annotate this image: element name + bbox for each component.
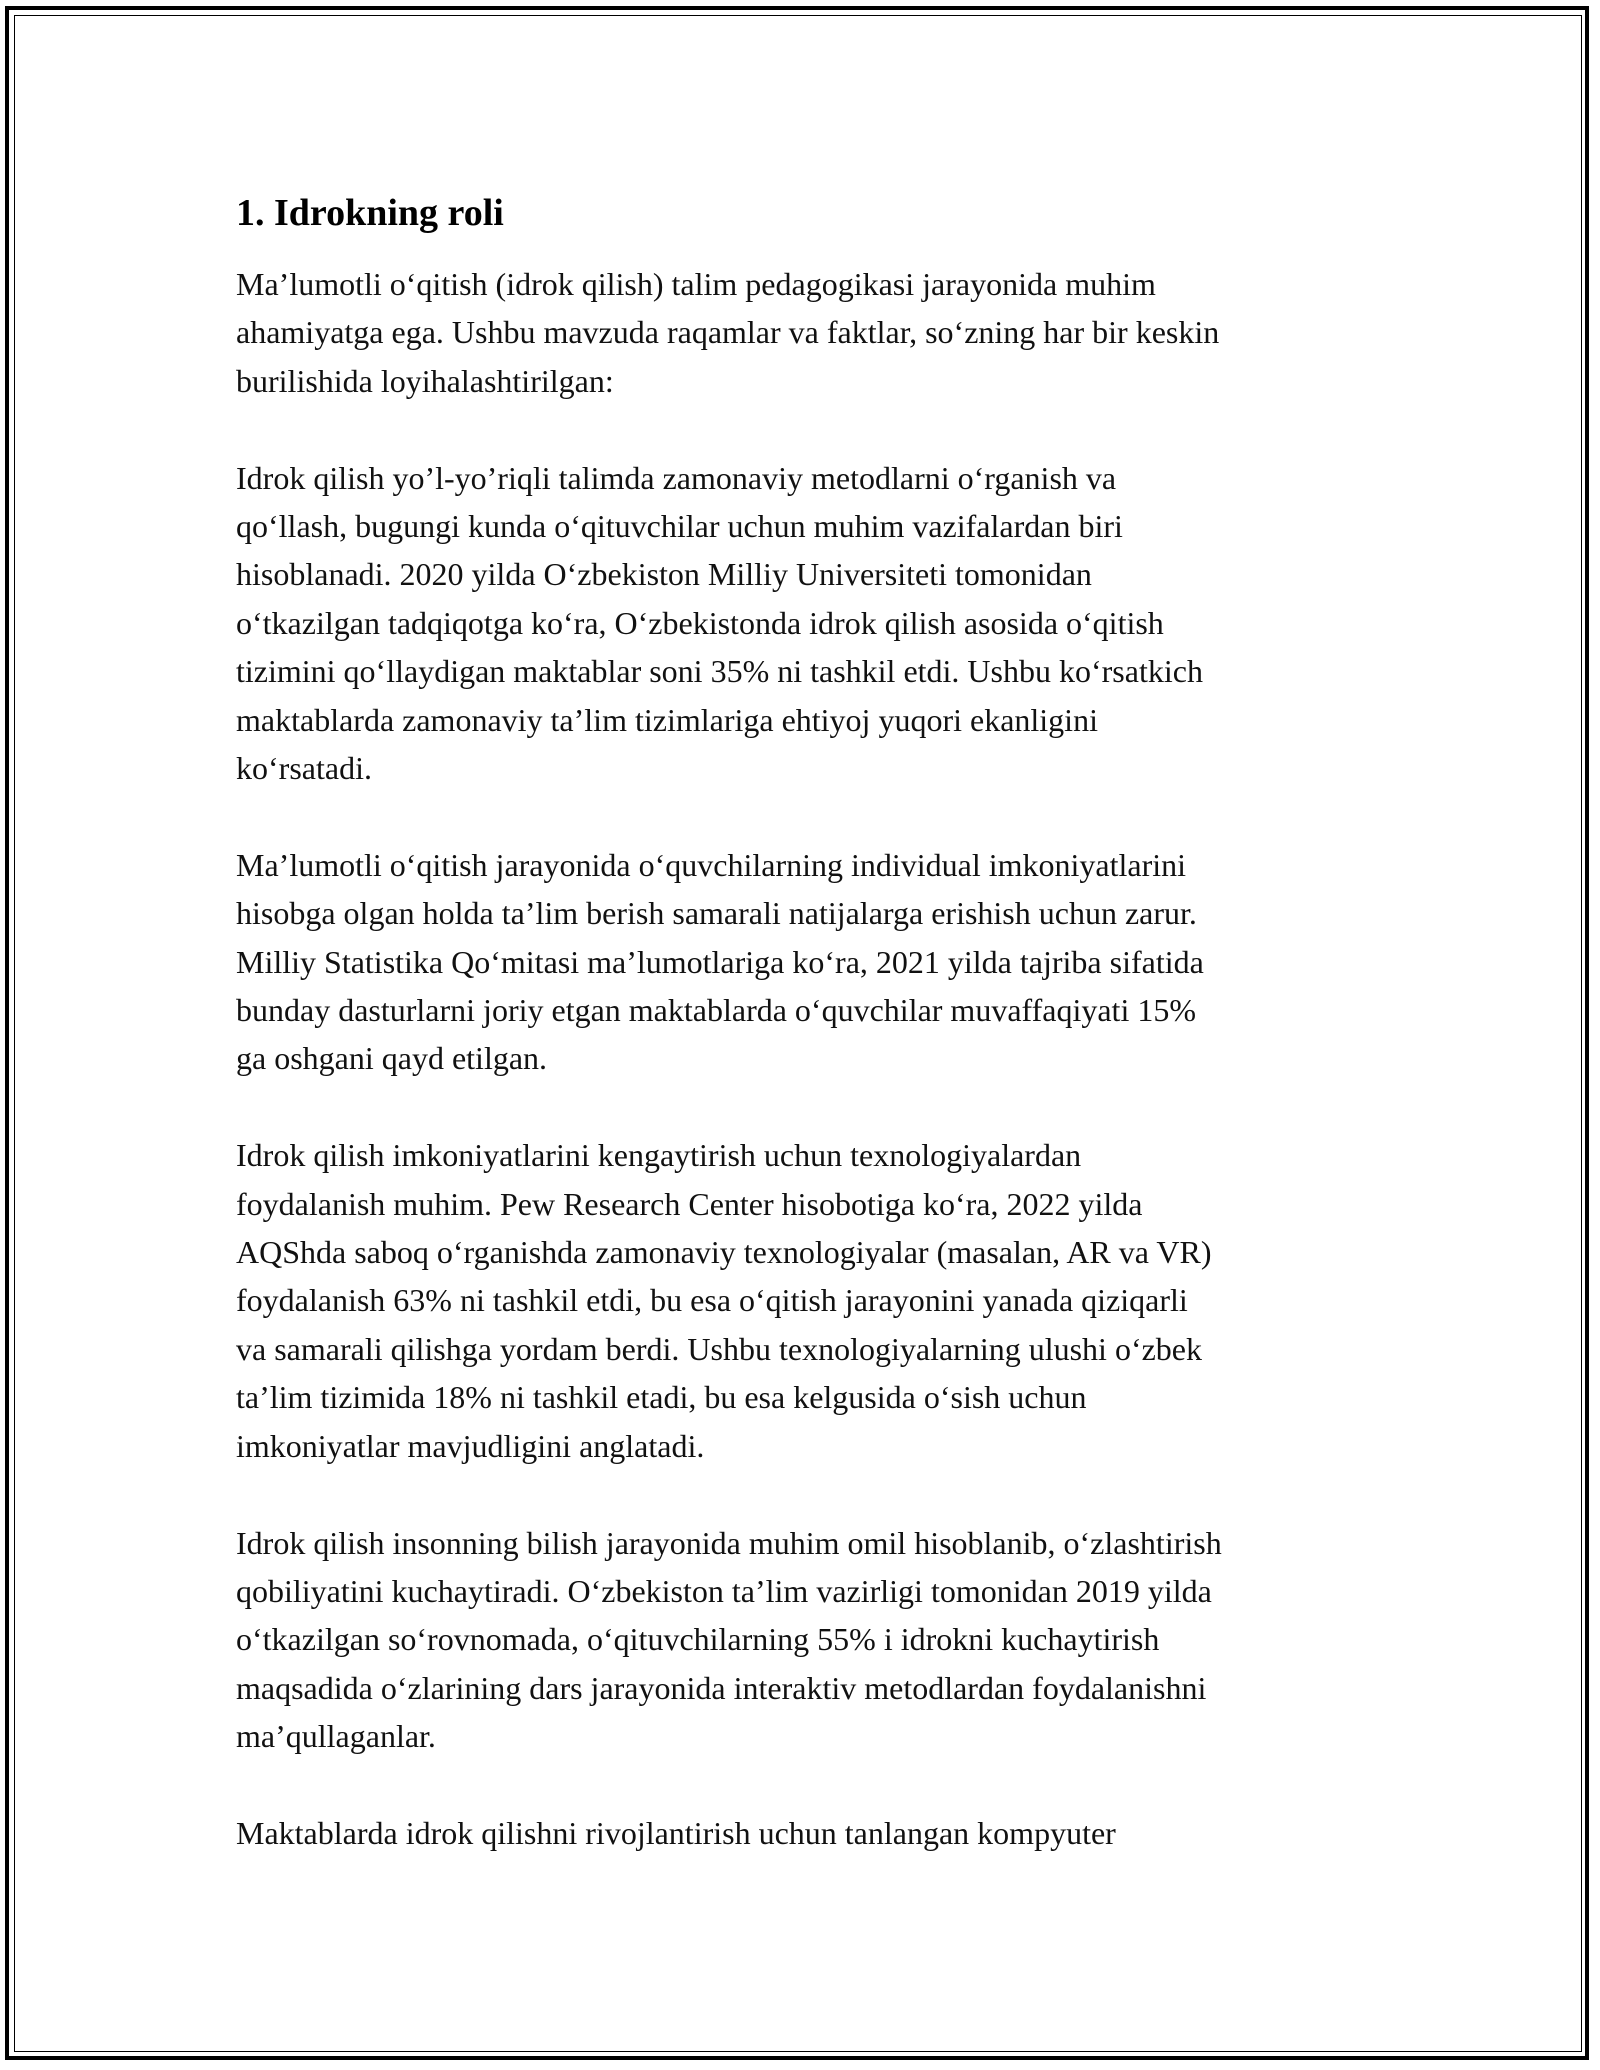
paragraph-intro: Ma’lumotli o‘qitish (idrok qilish) talim pedagogikasi jarayonida muhim ahamiyatga ega. Ushbu mavzuda raqamlar va faktlar, so‘zning har bir keskin burilishida loyihalashtirilgan:: [236, 266, 1220, 399]
paragraph-computer: Maktablarda idrok qilishni rivojlantirish uchun tanlangan kompyuter: [236, 1814, 1116, 1851]
paragraph-methods: Idrok qilish yo’l-yo’riqli talimda zamonaviy metodlarni o‘rganish va qo‘llash, bugungi kunda o‘qituvchilar uchun muhim vazifalardan biri hisoblanadi. 2020 yilda O‘zbekiston Milliy Universiteti tomonidan o‘tkazilgan tadqiqotga ko‘ra, O‘zbekistonda idrok qilish asosida o‘qitish tizimini qo‘llaydigan maktablar soni 35% ni tashkil etdi. Ushbu ko‘rsatkich maktablarda zamonaviy ta’lim tizimlariga ehtiyoj yuqori ekanligini ko‘rsatadi.: [236, 459, 1203, 787]
paragraph-technology: Idrok qilish imkoniyatlarini kengaytirish uchun texnologiyalardan foydalanish muhim. Pew Research Center hisobotiga ko‘ra, 2022 yilda AQShda saboq o‘rganishda zamonaviy texnologiyalar (masalan, AR va VR) foydalanish 63% ni tashkil etdi, bu esa o‘qitish jarayonini yanada qiziqarli va samarali qilishga yordam berdi. Ushbu texnologiyalarning ulushi o‘zbek ta’lim tizimida 18% ni tashkil etadi, bu esa kelgusida o‘sish uchun imkoniyatlar mavjudligini anglatadi.: [236, 1137, 1212, 1464]
document-body: [236, 186, 1376, 1906]
section-heading: 1. Idrokning roli: [236, 192, 504, 234]
paragraph-cognition: Idrok qilish insonning bilish jarayonida muhim omil hisoblanib, o‘zlashtirish qobiliyatini kuchaytiradi. O‘zbekiston ta’lim vazirligi tomonidan 2019 yilda o‘tkazilgan so‘rovnomada, o‘qituvchilarning 55% i idrokni kuchaytirish maqsadida o‘zlarining dars jarayonida interaktiv metodlardan foydalanishni ma’qullaganlar.: [236, 1524, 1222, 1755]
paragraph-individual: Ma’lumotli o‘qitish jarayonida o‘quvchilarning individual imkoniyatlarini hisobga olgan holda ta’lim berish samarali natijalarga erishish uchun zarur. Milliy Statistika Qo‘mitasi ma’lumotlariga ko‘ra, 2021 yilda tajriba sifatida bunday dasturlarni joriy etgan maktablarda o‘quvchilar muvaffaqiyati 15% ga oshgani qayd etilgan.: [236, 846, 1204, 1077]
